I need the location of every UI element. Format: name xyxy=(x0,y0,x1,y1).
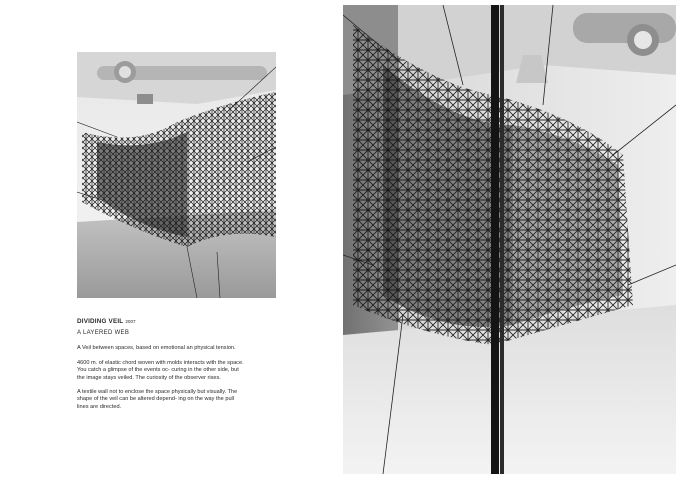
artwork-subtitle: A LAYERED WEB xyxy=(77,330,130,336)
left-photo-graphic xyxy=(77,52,276,298)
caption-block xyxy=(77,318,247,418)
artwork-title: DIVIDING VEIL xyxy=(77,318,124,325)
caption-paragraph-2: 4600 m. of elastic chord woven with molds interacts with the space. You catch a glimpse of the events oc- curing in the other side, but the image stays veiled. The curiosity of the observer rises. xyxy=(77,359,244,381)
title-line xyxy=(77,318,247,326)
left-installation-photo xyxy=(77,52,276,298)
right-installation-photo xyxy=(343,5,676,474)
right-photo-graphic xyxy=(343,5,676,474)
artwork-year: 2007 xyxy=(125,319,136,324)
caption-paragraph-3: A textile wall not to enclose the space physically but visually. The shape of the veil can be altered depend- ing on the way the pull lines are directed. xyxy=(77,389,238,410)
caption-paragraph-1: A Veil between spaces, based on emotional an physical tension. xyxy=(77,345,236,352)
